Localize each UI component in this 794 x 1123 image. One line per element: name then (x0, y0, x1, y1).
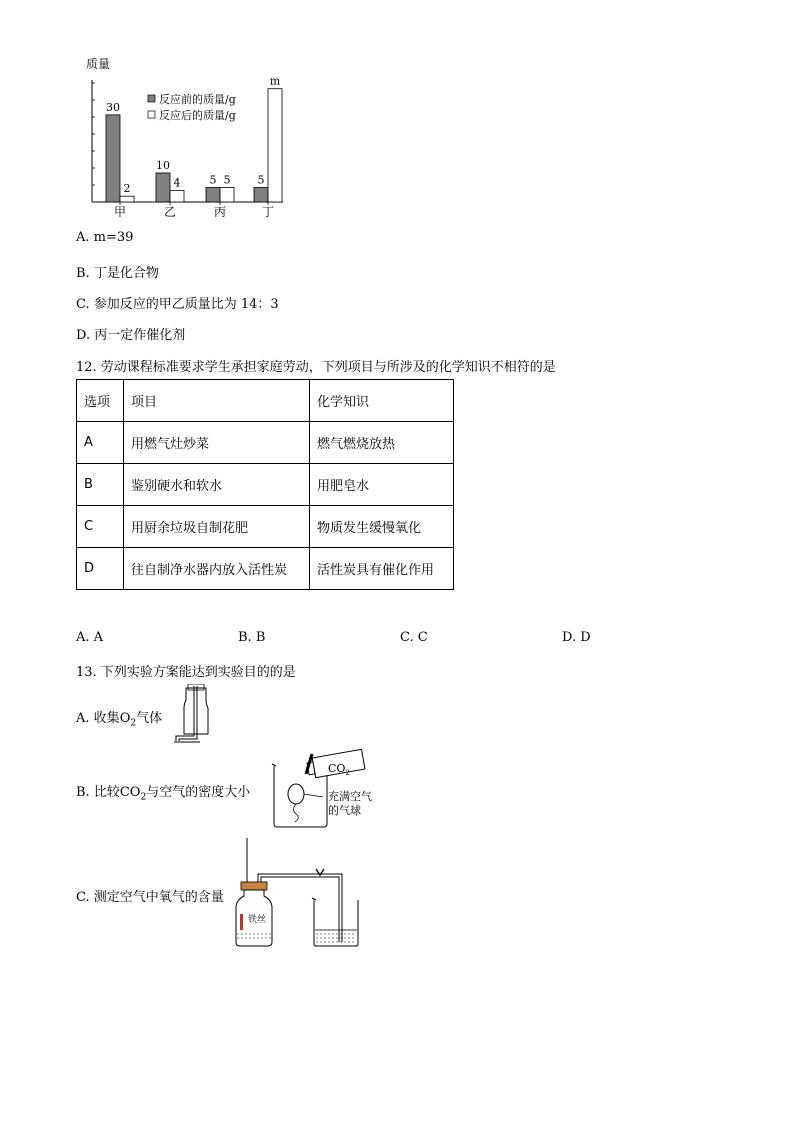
q12-option-b: B. B (238, 630, 266, 645)
data-label: 5 (223, 173, 231, 187)
bar-after (120, 196, 134, 202)
chem-subscript: 2 (130, 718, 137, 729)
gas-bottle-diagram (172, 684, 222, 748)
wire-label: 铁丝 (248, 915, 267, 925)
q12-option-d: D. D (562, 630, 591, 645)
data-label: 5 (209, 173, 217, 187)
bottle-label: $CO_2$ (328, 762, 350, 777)
option-text: 与空气的密度大小 (146, 785, 251, 800)
legend-label-before: 反应前的质量/g (159, 93, 236, 106)
q13-option-c-text (76, 886, 224, 905)
chem-formula: CO (119, 785, 141, 800)
table-cell: 物质发生缓慢氧化 (310, 506, 454, 548)
bar-before (106, 115, 120, 202)
bar-after (268, 89, 282, 202)
option-text: 收集 (93, 711, 120, 726)
bar-after (170, 190, 184, 202)
category-label: 丁 (261, 205, 275, 219)
table-row (77, 548, 454, 590)
table-cell: 用燃气灶炒菜 (124, 422, 310, 464)
table-cell: 鉴别硬水和软水 (124, 464, 310, 506)
table-header-knowledge: 化学知识 (310, 380, 454, 422)
data-label: 10 (156, 158, 170, 172)
legend (148, 92, 236, 122)
q12-option-a: A. A (76, 630, 104, 645)
category-labels (114, 202, 274, 219)
option-text: 气体 (136, 711, 163, 726)
bar-before (156, 173, 170, 202)
q13-option-b-text (76, 781, 250, 803)
category-label: 丙 (213, 205, 227, 219)
table-cell: 往自制净水器内放入活性炭 (124, 548, 310, 590)
legend-swatch-before (148, 95, 155, 102)
data-label: 4 (173, 176, 181, 190)
option-text: 测定空气中氧气的含量 (93, 890, 224, 905)
table-cell: 用厨余垃圾自制花肥 (124, 506, 310, 548)
table-cell: A (77, 422, 124, 464)
table-row (77, 464, 454, 506)
category-label: 甲 (113, 205, 127, 219)
data-label: 30 (106, 100, 120, 114)
q13-option-a-text (76, 707, 162, 729)
option-text: 比较 (93, 785, 120, 800)
iron-wire (240, 914, 243, 930)
table-header-project: 项目 (124, 380, 310, 422)
table-row (77, 422, 454, 464)
q13-stem: 13. 下列实验方案能达到实验目的的是 (76, 665, 296, 680)
bar-after (220, 187, 234, 202)
balloon-label: 充满空气 (328, 790, 372, 803)
q11-option-c: C. 参加反应的甲乙质量比为 14：3 (76, 297, 279, 312)
table-cell: 燃气燃烧放热 (310, 422, 454, 464)
category-label: 乙 (163, 205, 177, 219)
oxygen-measurement-apparatus (232, 838, 364, 950)
option-label: C. (76, 890, 90, 905)
density-comparison-diagram (268, 748, 398, 830)
q11-option-d: D. 丙一定作催化剂 (76, 328, 186, 343)
q11-option-b: B. 丁是化合物 (76, 266, 159, 281)
q12-table (76, 379, 454, 590)
balloon-label: 的气球 (328, 804, 361, 817)
data-label: 2 (123, 182, 131, 196)
y-axis-label: 质量 (86, 57, 111, 71)
q11-option-a: A. m=39 (76, 230, 134, 245)
bar-before (254, 187, 268, 202)
chem-subscript: 2 (140, 792, 147, 803)
option-label: A. (76, 711, 90, 726)
table-row (77, 506, 454, 548)
chem-formula: O (119, 711, 131, 726)
table-cell: D (77, 548, 124, 590)
data-label: m (269, 74, 281, 88)
table-header-option: 选项 (77, 380, 124, 422)
balloon-icon (288, 784, 304, 804)
data-label: 5 (257, 173, 265, 187)
mass-bar-chart (78, 52, 298, 227)
table-cell: C (77, 506, 124, 548)
option-label: B. (76, 785, 90, 800)
q12-stem: 12. 劳动课程标准要求学生承担家庭劳动，下列项目与所涉及的化学知识不相符的是 (76, 360, 556, 375)
legend-label-after: 反应后的质量/g (159, 109, 236, 122)
table-cell: 用肥皂水 (310, 464, 454, 506)
bar-before (206, 187, 220, 202)
legend-swatch-after (148, 111, 155, 118)
table-cell: B (77, 464, 124, 506)
table-header-row (77, 380, 454, 422)
table-cell: 活性炭具有催化作用 (310, 548, 454, 590)
q12-option-c: C. C (400, 630, 428, 645)
